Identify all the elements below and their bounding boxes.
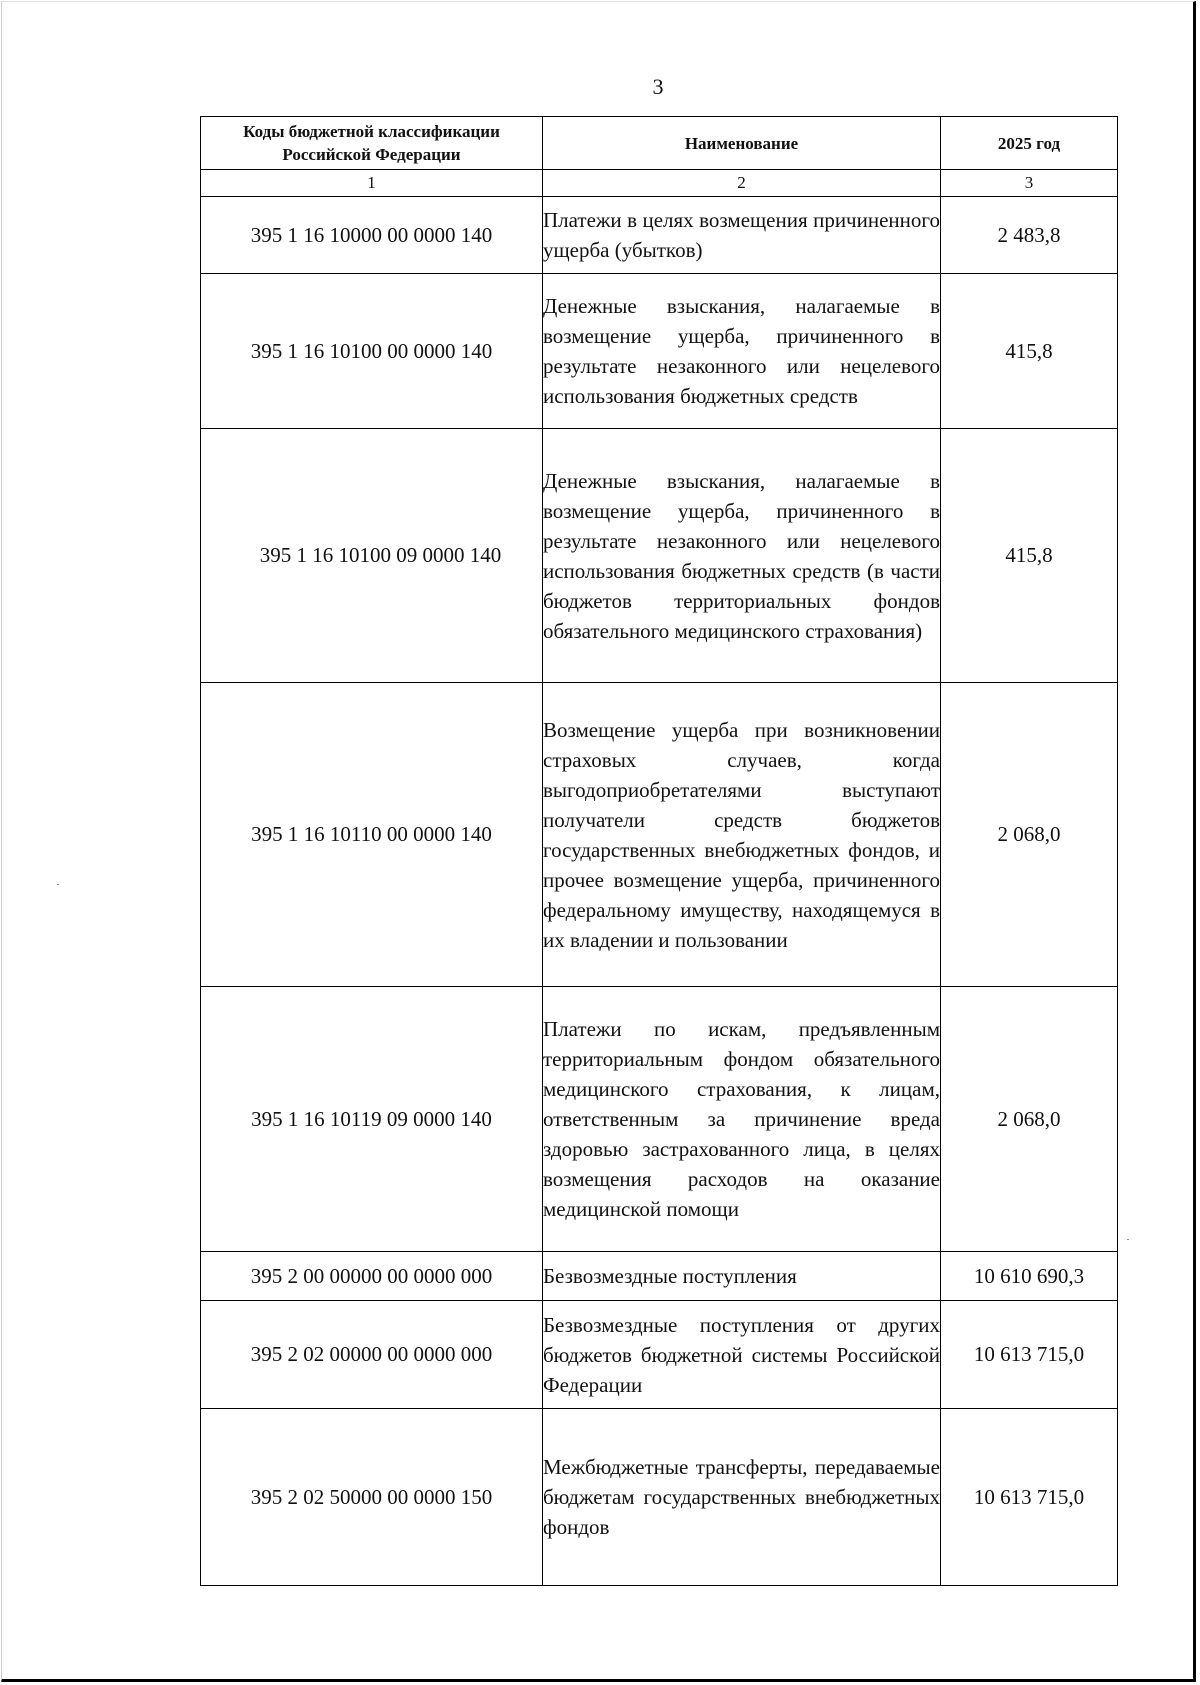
item-name: Безвозмездные поступления от других бюджетов бюджетной системы Российской Федерации <box>543 1301 941 1409</box>
item-name: Безвозмездные поступления <box>543 1252 941 1301</box>
column-number-row <box>201 170 1118 197</box>
item-name: Денежные взыскания, налагаемые в возмещение ущерба, причиненного в результате незаконного или нецелевого использования бюджетных средств (в части бюджетов территориальных фондов обязательного медицинского страхования) <box>543 429 941 683</box>
budget-code: 395 2 02 00000 00 0000 000 <box>201 1301 543 1409</box>
budget-code: 395 2 00 00000 00 0000 000 <box>201 1252 543 1301</box>
budget-code: 395 1 16 10000 00 0000 140 <box>201 197 543 274</box>
table-row <box>201 1409 1118 1586</box>
table-header-row <box>201 117 1118 170</box>
header-code: Коды бюджетной классификации Российской Федерации <box>201 117 543 170</box>
item-value: 2 068,0 <box>941 987 1118 1252</box>
item-value: 415,8 <box>941 429 1118 683</box>
item-name: Возмещение ущерба при возникновении страховых случаев, когда выгодоприобретателями выступают получатели средств бюджетов государственных внебюджетных фондов, и прочее возмещение ущерба, причиненного федеральному имуществу, находящемуся в их владении и пользовании <box>543 683 941 987</box>
column-number: 2 <box>543 170 941 197</box>
budget-code: 395 1 16 10119 09 0000 140 <box>201 987 543 1252</box>
table-row <box>201 197 1118 274</box>
page-number: 3 <box>652 74 664 99</box>
item-name: Денежные взыскания, налагаемые в возмещение ущерба, причиненного в результате незаконного или нецелевого использования бюджетных средств <box>543 274 941 429</box>
column-number: 3 <box>941 170 1118 197</box>
table-row <box>201 274 1118 429</box>
budget-code: 395 1 16 10110 00 0000 140 <box>201 683 543 987</box>
budget-code: 395 2 02 50000 00 0000 150 <box>201 1409 543 1586</box>
item-value: 2 068,0 <box>941 683 1118 987</box>
budget-code: 395 1 16 10100 09 0000 140 <box>201 429 543 683</box>
item-value: 2 483,8 <box>941 197 1118 274</box>
table-row <box>201 429 1118 683</box>
item-value: 10 610 690,3 <box>941 1252 1118 1301</box>
header-year: 2025 год <box>941 117 1118 170</box>
scan-speck <box>57 884 59 885</box>
item-value: 10 613 715,0 <box>941 1301 1118 1409</box>
item-name: Платежи по искам, предъявленным территориальным фондом обязательного медицинского страхования, к лицам, ответственным за причинение вреда здоровью застрахованного лица, в целях возмещения расходов на оказание медицинской помощи <box>543 987 941 1252</box>
item-value: 415,8 <box>941 274 1118 429</box>
budget-code: 395 1 16 10100 00 0000 140 <box>201 274 543 429</box>
table-row <box>201 987 1118 1252</box>
table-row <box>201 683 1118 987</box>
scan-speck <box>1127 1239 1129 1240</box>
table-row <box>201 1252 1118 1301</box>
table-row <box>201 1301 1118 1409</box>
budget-table <box>200 116 1118 1586</box>
item-name: Платежи в целях возмещения причиненного ущерба (убытков) <box>543 197 941 274</box>
item-value: 10 613 715,0 <box>941 1409 1118 1586</box>
column-number: 1 <box>201 170 543 197</box>
header-name: Наименование <box>543 117 941 170</box>
item-name: Межбюджетные трансферты, передаваемые бюджетам государственных внебюджетных фондов <box>543 1409 941 1586</box>
